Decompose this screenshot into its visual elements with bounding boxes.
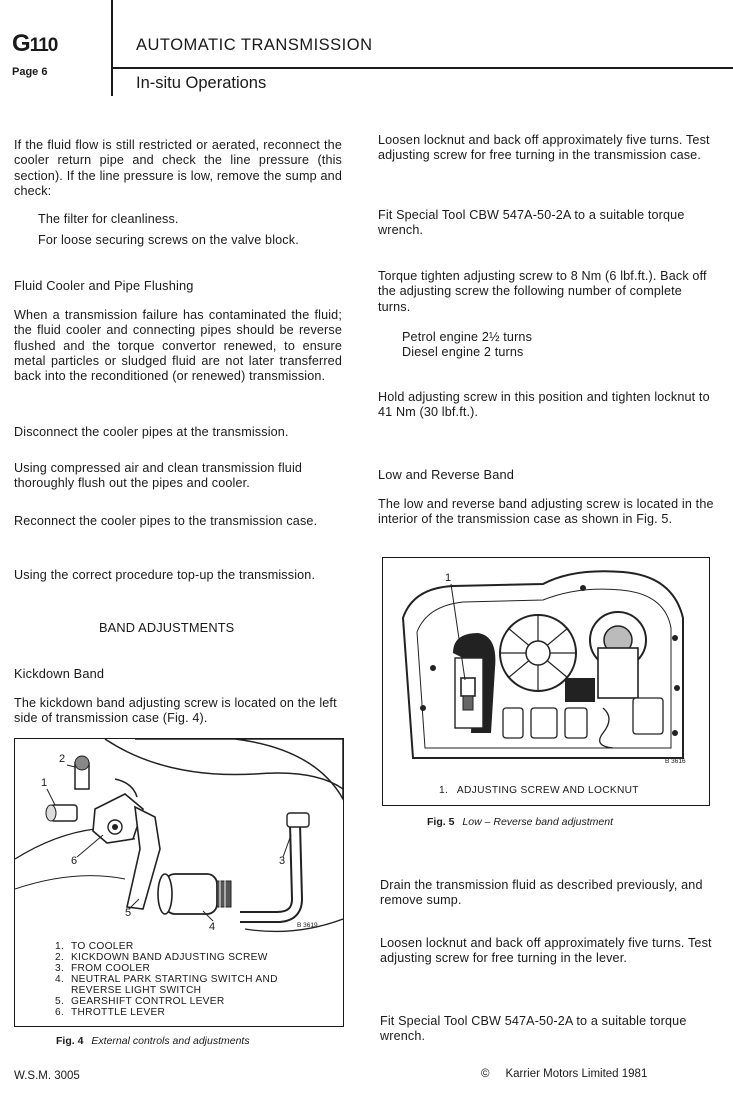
right-paragraph-7: Fit Special Tool CBW 547A-50-2A to a suitable torque wrench. (380, 1014, 687, 1044)
figure-5 (382, 557, 710, 806)
right-paragraph-6: Loosen locknut and back off approximately five turns. Test adjusting screw for free turning in the lever. (380, 936, 712, 966)
figure-5-illustration (383, 558, 709, 774)
page-number: Page 6 (12, 66, 48, 78)
fig4-callout-3: 3 (279, 855, 286, 867)
header-vertical-rule (111, 0, 113, 96)
fig4-legend-item: REVERSE LIGHT SWITCH (71, 985, 202, 996)
manual-code: G110 (12, 30, 58, 57)
page-subtitle: In-situ Operations (136, 74, 267, 92)
turns-petrol: Petrol engine 2½ turns (402, 330, 533, 344)
fig4-callout-1: 1 (41, 777, 48, 789)
fig4-callout-5: 5 (125, 907, 132, 919)
flushing-paragraph-4: Reconnect the cooler pipes to the transmission case. (14, 514, 318, 528)
flushing-paragraph-2: Disconnect the cooler pipes at the transmission. (14, 425, 289, 439)
right-paragraph-2: Fit Special Tool CBW 547A-50-2A to a suitable torque wrench. (378, 208, 685, 238)
footer-copyright: © Karrier Motors Limited 1981 (481, 1068, 648, 1080)
check-item-screws: For loose securing screws on the valve block. (38, 233, 299, 247)
header-horizontal-rule (111, 67, 733, 69)
right-paragraph-1: Loosen locknut and back off approximately five turns. Test adjusting screw for free turning in the transmission case. (378, 133, 710, 163)
low-reverse-paragraph: The low and reverse band adjusting screw is located in the interior of the transmission case as shown in Fig. 5. (378, 497, 714, 527)
fig4-reference: B 3619 (297, 922, 318, 929)
fig5-callout-1: 1 (445, 572, 452, 584)
fig4-callout-6: 6 (71, 855, 78, 867)
section-heading-flushing: Fluid Cooler and Pipe Flushing (14, 278, 194, 293)
right-paragraph-5: Drain the transmission fluid as described previously, and remove sump. (380, 878, 703, 908)
fig4-callout-2: 2 (59, 753, 66, 765)
right-paragraph-3: Torque tighten adjusting screw to 8 Nm (6 lbf.ft.). Back off the adjusting screw the following number of complete turns. (378, 269, 707, 314)
fig5-legend: 1. ADJUSTING SCREW AND LOCKNUT (439, 785, 639, 796)
right-paragraph-4: Hold adjusting screw in this position and tighten locknut to 41 Nm (30 lbf.ft.). (378, 390, 710, 420)
fig4-caption: Fig. 4 External controls and adjustments (56, 1035, 250, 1047)
check-item-filter: The filter for cleanliness. (38, 212, 179, 226)
fig4-legend-item: 5. GEARSHIFT CONTROL LEVER (55, 996, 225, 1007)
fig4-legend-item: 2. KICKDOWN BAND ADJUSTING SCREW (55, 952, 268, 963)
fig5-caption: Fig. 5 Low – Reverse band adjustment (427, 816, 614, 828)
section-heading-low-reverse: Low and Reverse Band (378, 467, 515, 482)
footer-document-code: W.S.M. 3005 (14, 1070, 80, 1082)
intro-paragraph: If the fluid flow is still restricted or aerated, reconnect the cooler return pipe and check the line pressure (this section). If the line pressure is low, remove the sump and check: (14, 138, 342, 198)
fig4-legend-item: 3. FROM COOLER (55, 963, 151, 974)
fig4-legend-item: 6. THROTTLE LEVER (55, 1007, 166, 1018)
fig4-legend-item: 4. NEUTRAL PARK STARTING SWITCH AND (55, 974, 278, 985)
flushing-paragraph-1: When a transmission failure has contaminated the fluid; the fluid cooler and connecting pipes should be reverse flushed and the torque convertor renewed, to ensure metal particles or sludged fluid are not later transferred back into the reconditioned (or renewed) transmission. (14, 308, 342, 384)
flushing-paragraph-3: Using compressed air and clean transmission fluid thoroughly flush out the pipes and cooler. (14, 461, 303, 491)
fig4-legend (55, 941, 278, 1018)
page-title: AUTOMATIC TRANSMISSION (136, 36, 373, 54)
fig4-callout-4: 4 (209, 921, 216, 933)
section-heading-kickdown: Kickdown Band (14, 666, 105, 681)
figure-4 (14, 738, 344, 1027)
fig4-legend-item: 1. TO COOLER (55, 941, 134, 952)
figure-4-illustration (15, 739, 343, 937)
kickdown-paragraph: The kickdown band adjusting screw is located on the left side of transmission case (Fig. 4). (14, 696, 337, 726)
turns-diesel: Diesel engine 2 turns (402, 345, 524, 359)
section-heading-band-adjustments: BAND ADJUSTMENTS (99, 620, 235, 635)
fig5-reference: B 3616 (665, 758, 686, 765)
flushing-paragraph-5: Using the correct procedure top-up the transmission. (14, 568, 316, 582)
